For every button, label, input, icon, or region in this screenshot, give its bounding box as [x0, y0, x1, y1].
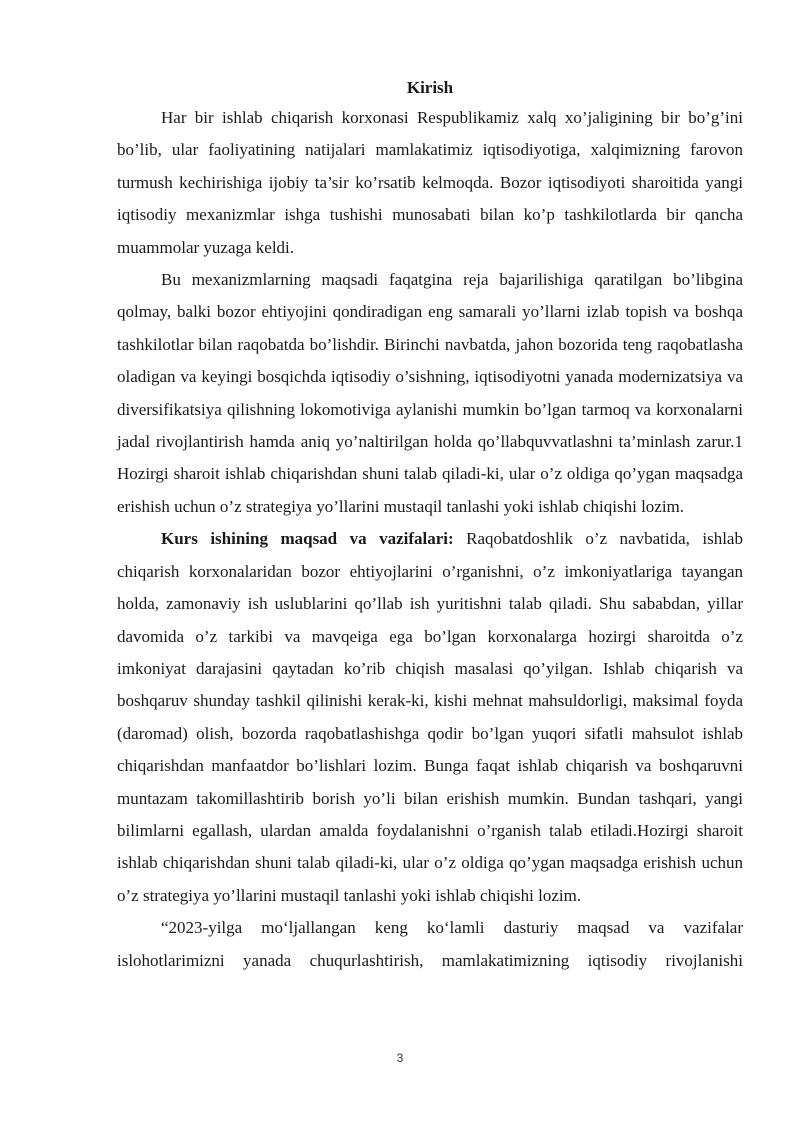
paragraph-mechanisms: [117, 264, 743, 523]
document-page: [117, 74, 743, 977]
paragraph-intro: [117, 102, 743, 264]
paragraph-text: Raqobatdoshlik o’z navbatida, ishlab chiqarish korxonalaridan bozor ehtiyojlarini o’rganishni, o’z imkoniyatlariga tayangan holda, zamonaviy ish uslublarini qo’llab ish yuritishni talab qiladi. Shu sababdan, yillar davomida o’z tarkibi va mavqeiga ega bo’lgan korxonalarga hozirgi sharoitda o’z imkoniyat darajasini qaytadan ko’rib chiqish masalasi qo’yilgan. Ishlab chiqarish va boshqaruv shunday tashkil qilinishi kerak-ki, kishi mehnat mahsuldorligi, maksimal foyda (daromad) olish, bozorda raqobatlashishga qodir bo’lgan yuqori sifatli mahsulot ishlab chiqarishdan manfaatdor bo’lishlari lozim. Bunga faqat ishlab chiqarish va boshqaruvni muntazam takomillashtirib borish yo’li bilan erishish mumkin. Bundan tashqari, yangi bilimlarni egallash, ulardan amalda foydalanishni o’rganish talab etiladi.Hozirgi sharoit ishlab chiqarishdan shuni talab qiladi-ki, ular o’z oldiga qo’ygan maqsadga erishish uchun o’z strategiya yo’llarini mustaqil tanlashi yoki ishlab chiqishi lozim.: [117, 529, 743, 905]
paragraph-text: “2023-yilga mo‘ljallangan keng ko‘lamli dasturiy maqsad va vazifalar islohotlarimizni yanada chuqurlashtirish, mamlakatimizning iqtisodiy rivojlanishi: [117, 918, 743, 970]
paragraph-2023: [117, 912, 743, 977]
section-title: Kirish: [406, 78, 454, 97]
paragraph-goals: [117, 523, 743, 912]
page-number: 3: [396, 1051, 404, 1065]
paragraph-lead: Kurs ishining maqsad va vazifalari:: [161, 529, 454, 549]
paragraph-text: Har bir ishlab chiqarish korxonasi Respublikamiz xalq xo’jaligining bir bo’g’ini bo’lib, ular faoliyatining natijalari mamlakatimiz iqtisodiyotiga, xalqimizning farovon turmush kechirishiga ijobiy ta’sir ko’rsatib kelmoqda. Bozor iqtisodiyoti sharoitida yangi iqtisodiy mexanizmlar ishga tushishi munosabati bilan ko’p tashkilotlarda bir qancha muammolar yuzaga keldi.: [117, 108, 743, 257]
paragraph-text: Bu mexanizmlarning maqsadi faqatgina reja bajarilishiga qaratilgan bo’libgina qolmay, balki bozor ehtiyojini qondiradigan eng samarali yo’llarni izlab topish va boshqa tashkilotlar bilan raqobatda bo’lishdir. Birinchi navbatda, jahon bozorida teng raqobatlasha oladigan va keyingi bosqichda iqtisodiy o’sishning, iqtisodiyotni yanada modernizatsiya va diversifikatsiya qilishning lokomotiviga aylanishi mumkin bo’lgan tarmoq va korxonalarni jadal rivojlantirish hamda aniq yo’naltirilgan holda qo’llabquvvatlashni ta’minlash zarur.1 Hozirgi sharoit ishlab chiqarishdan shuni talab qiladi-ki, ular o’z oldiga qo’ygan maqsadga erishish uchun o’z strategiya yo’llarini mustaqil tanlashi yoki ishlab chiqishi lozim.: [117, 270, 743, 516]
